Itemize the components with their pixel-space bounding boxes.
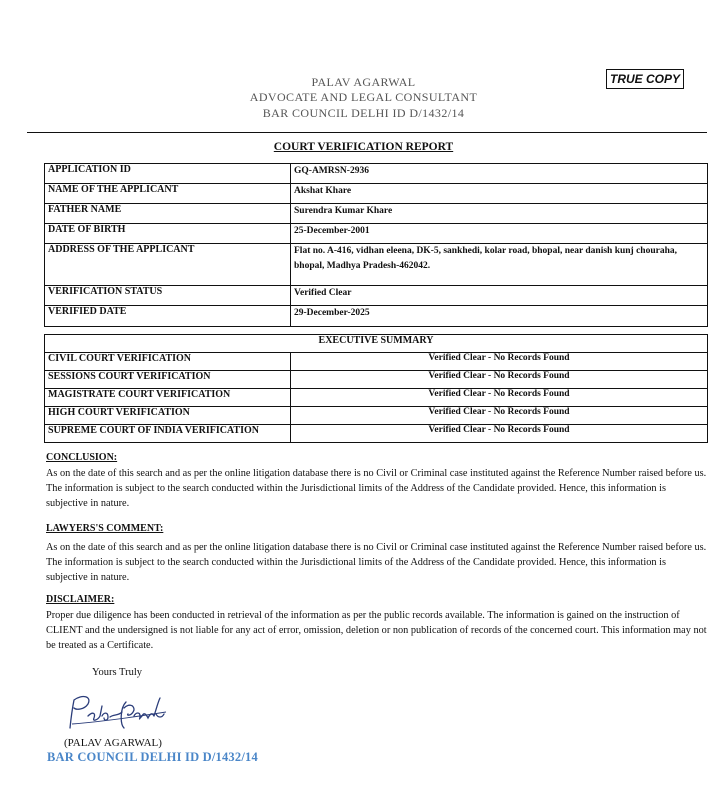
applicant-name-value: Akshat Khare [291,184,708,204]
conclusion-text: As on the date of this search and as per the online litigation database there is no Civil or Criminal case instituted against the Reference Number raised before us. The information is subject to the search conducted within the Jurisdictional limits of the Address of the Candidate provided. Hence, this information is subjective in nature. [46,468,707,509]
table-row [45,335,708,353]
father-name-value: Surendra Kumar Khare [291,204,708,224]
disclaimer-heading: DISCLAIMER: [46,594,115,605]
executive-summary-table [44,334,708,443]
report-title: COURT VERIFICATION REPORT [273,141,454,153]
table-row [45,306,708,327]
magistrate-court-label: MAGISTRATE COURT VERIFICATION [45,389,291,407]
table-row [45,425,708,443]
yours-truly: Yours Truly [92,667,143,678]
table-row [45,286,708,306]
supreme-court-value: Verified Clear - No Records Found [291,425,708,443]
sessions-court-label: SESSIONS COURT VERIFICATION [45,371,291,389]
applicant-details-table [44,163,708,327]
dob-value: 25-December-2001 [291,224,708,244]
table-row [45,389,708,407]
applicant-name-label: NAME OF THE APPLICANT [45,184,291,204]
civil-court-label: CIVIL COURT VERIFICATION [45,353,291,371]
table-row [45,353,708,371]
dob-label: DATE OF BIRTH [45,224,291,244]
verified-date-label: VERIFIED DATE [45,306,291,327]
table-row [45,244,708,286]
handwritten-signature [68,688,168,732]
signatory-name: (PALAV AGARWAL) [64,737,162,749]
footer-bar-id: BAR COUNCIL DELHI ID D/1432/14 [47,750,258,764]
table-row [45,164,708,184]
high-court-label: HIGH COURT VERIFICATION [45,407,291,425]
address-value: Flat no. A-416, vidhan eleena, DK-5, sankhedi, kolar road, bhopal, near danish kunj chouraha, bhopal, Madhya Pradesh-462042. [291,244,708,286]
sessions-court-value: Verified Clear - No Records Found [291,371,708,389]
application-id-label: APPLICATION ID [45,164,291,184]
lawyers-comment-text: As on the date of this search and as per the online litigation database there is no Civil or Criminal case instituted against the Reference Number raised before us. The information is subject to the search conducted within the Jurisdictional limits of the Address of the Candidate provided. Hence, this information is subjective in nature. [46,542,707,583]
verified-date-value: 29-December-2025 [291,306,708,327]
application-id-value: GQ-AMRSN-2936 [291,164,708,184]
executive-summary-title: EXECUTIVE SUMMARY [45,335,708,353]
magistrate-court-value: Verified Clear - No Records Found [291,389,708,407]
conclusion-heading: CONCLUSION: [46,452,118,463]
advocate-name: PALAV AGARWAL [311,75,416,89]
table-row [45,184,708,204]
advocate-bar-id: BAR COUNCIL DELHI ID D/1432/14 [262,106,465,120]
address-label: ADDRESS OF THE APPLICANT [45,244,291,286]
table-row [45,407,708,425]
civil-court-value: Verified Clear - No Records Found [291,353,708,371]
table-row [45,204,708,224]
verification-status-label: VERIFICATION STATUS [45,286,291,306]
header-divider [27,132,707,133]
true-copy-stamp: TRUE COPY [606,69,684,89]
table-row [45,371,708,389]
verification-status-value: Verified Clear [291,286,708,306]
father-name-label: FATHER NAME [45,204,291,224]
lawyers-comment-heading: LAWYERS'S COMMENT: [46,523,164,534]
advocate-role: ADVOCATE AND LEGAL CONSULTANT [249,90,478,104]
supreme-court-label: SUPREME COURT OF INDIA VERIFICATION [45,425,291,443]
disclaimer-text: Proper due diligence has been conducted in retrieval of the information as per the public records available. The information is gained on the instruction of CLIENT and the undersigned is not liable for any act of error, omission, deletion or non publication of records of the concerned court. This information may not be treated as a Certificate. [46,610,707,651]
high-court-value: Verified Clear - No Records Found [291,407,708,425]
table-row [45,224,708,244]
